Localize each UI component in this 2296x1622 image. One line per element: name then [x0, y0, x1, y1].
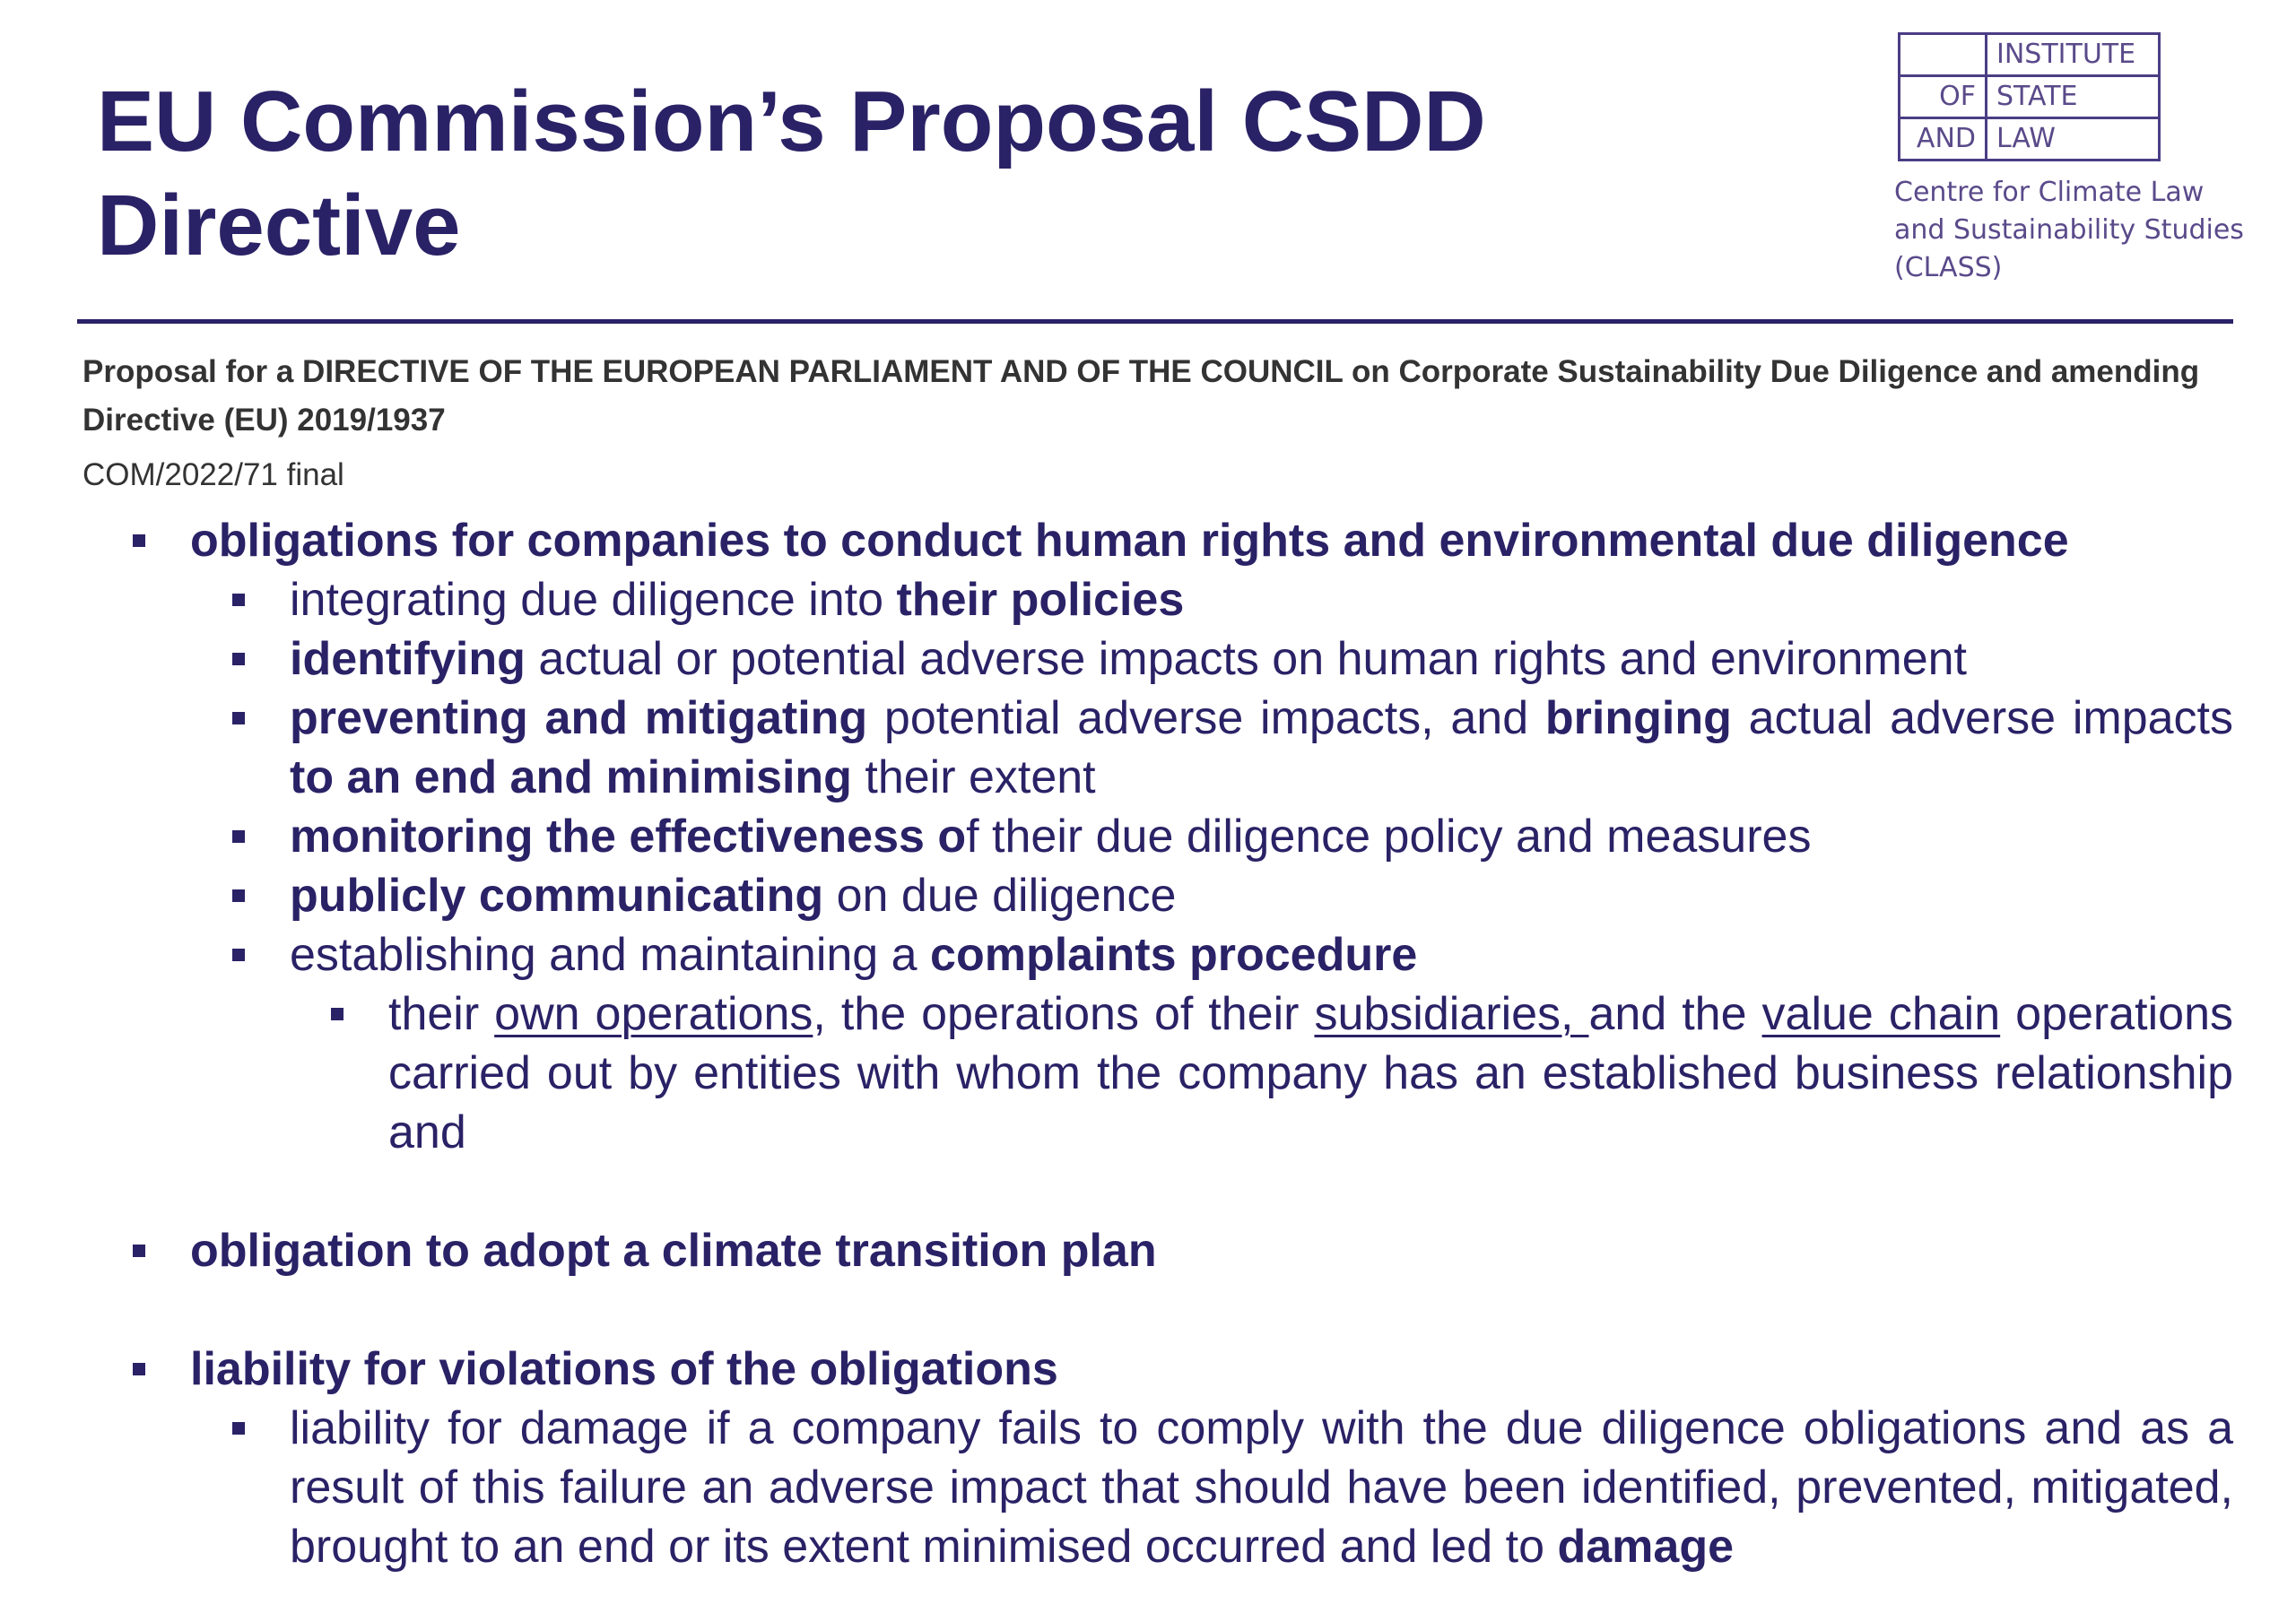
- logo-caption-line: and Sustainability Studies: [1894, 214, 2244, 246]
- proposal-subtitle: Proposal for a DIRECTIVE OF THE EUROPEAN PARLIAMENT AND OF THE COUNCIL on Corporate Sustainability Due Diligence and amending Directive (EU) 2019/1937: [83, 354, 2200, 438]
- logo-cell: INSTITUTE: [1987, 34, 2160, 76]
- logo-grid: [1898, 32, 2161, 161]
- logo-caption: [1894, 174, 2271, 287]
- logo-caption-line: Centre for Climate Law: [1894, 177, 2205, 208]
- sub-sub-bullet-operations: their own operations, the operations of their subsidiaries, and the value chain operations carried out by entities with whom the company has an established business relationship and: [388, 984, 2233, 1162]
- logo-caption-line: (CLASS): [1894, 252, 2003, 283]
- slide-title: [97, 70, 1622, 278]
- sub-bullet-liability-damage: liability for damage if a company fails to comply with the due diligence obligations and as a result of this failure an adverse impact that should have been identified, prevented, mitigated, brought to an end or its extent minimised occurred and led to damage: [290, 1399, 2233, 1576]
- sub-bullet-communicating: publicly communicating on due diligence: [290, 866, 2233, 925]
- logo-cell: OF: [1900, 76, 1987, 118]
- logo-cell: [1900, 34, 1987, 76]
- bullet-liability: liability for violations of the obligations: [190, 1340, 2233, 1399]
- slide-content: [0, 511, 2296, 1576]
- sub-bullet-preventing: preventing and mitigating potential adverse impacts, and bringing actual adverse impacts to an end and minimising their extent: [290, 689, 2233, 807]
- institute-logo: [1894, 32, 2271, 283]
- bullet-transition-plan: obligation to adopt a climate transition plan: [190, 1221, 2233, 1280]
- sub-bullet-integrating: integrating due diligence into their policies: [290, 570, 2233, 629]
- logo-cell: STATE: [1987, 76, 2160, 118]
- bullet-obligations: obligations for companies to conduct human rights and environmental due diligence: [190, 511, 2233, 570]
- logo-cell: AND: [1900, 118, 1987, 160]
- title-line-2: Directive: [97, 178, 461, 273]
- sub-bullet-identifying: identifying actual or potential adverse impacts on human rights and environment: [290, 629, 2233, 689]
- title-line-1: EU Commission’s Proposal CSDD: [97, 74, 1486, 169]
- logo-cell: LAW: [1987, 118, 2160, 160]
- document-reference: COM/2022/71 final: [83, 457, 344, 492]
- sub-bullet-monitoring: monitoring the effectiveness of their due diligence policy and measures: [290, 807, 2233, 866]
- title-divider: [77, 319, 2233, 324]
- sub-bullet-complaints: establishing and maintaining a complaints procedure: [290, 925, 2233, 984]
